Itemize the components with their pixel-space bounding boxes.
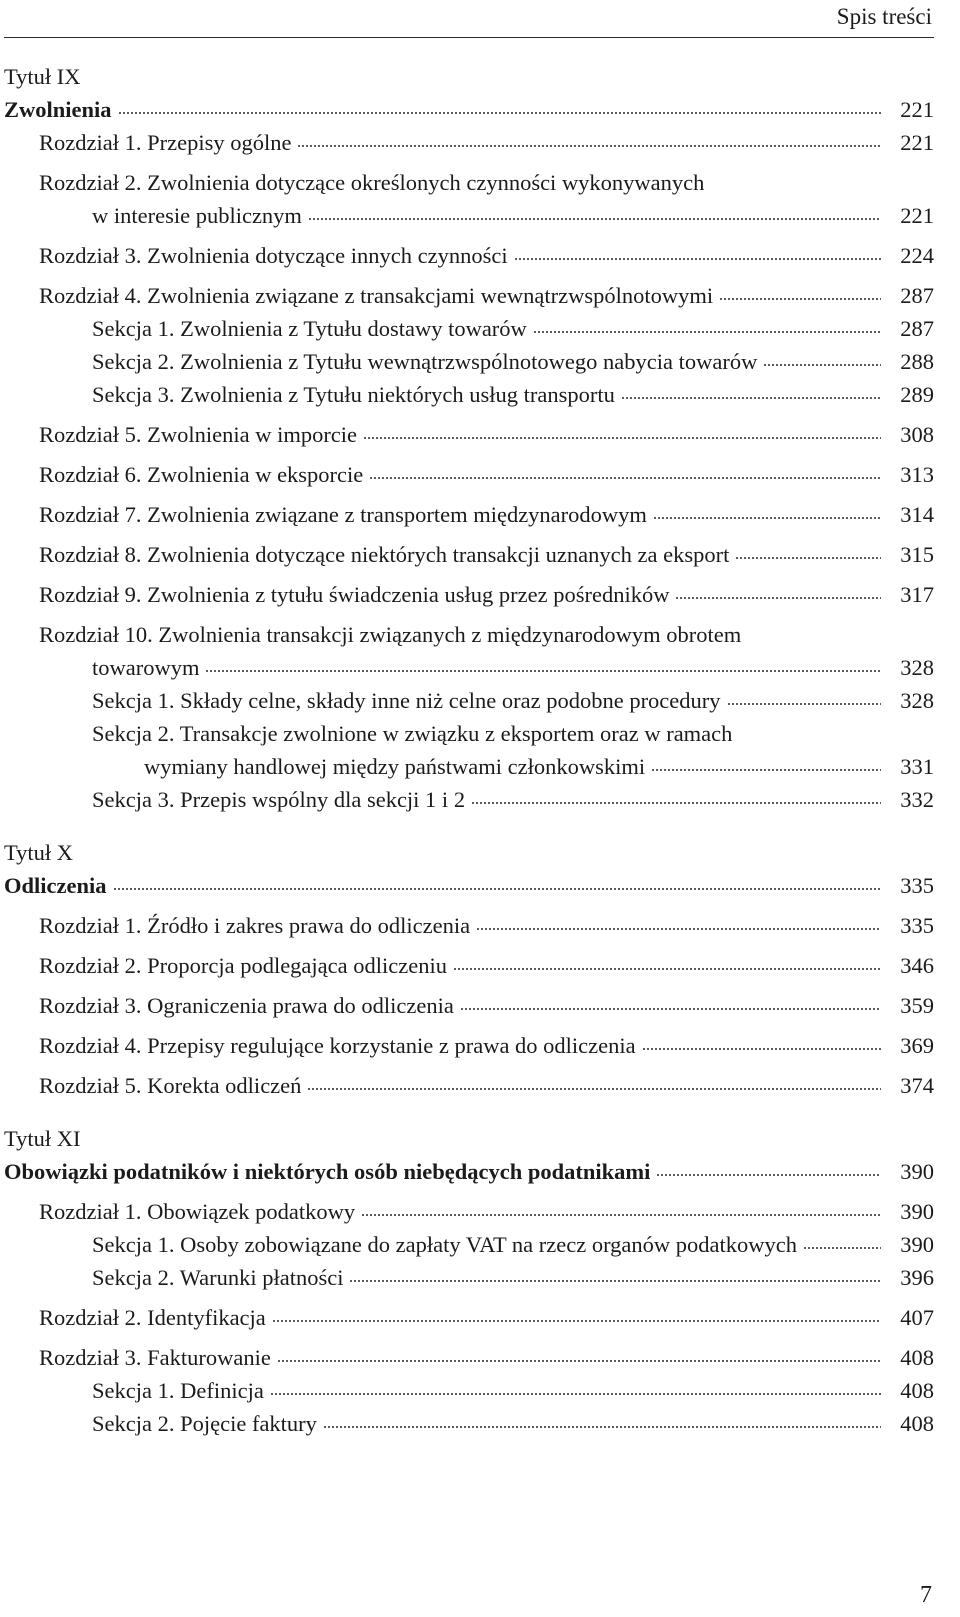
toc-entry <box>4 458 934 491</box>
dot-leader <box>453 967 881 971</box>
entry-page-number: 289 <box>900 382 934 407</box>
entry-main <box>4 93 886 126</box>
entry-page-number: 221 <box>900 203 934 228</box>
toc-entry-line <box>4 618 934 651</box>
entry-page-number: 408 <box>900 1411 934 1436</box>
toc-entry <box>4 538 934 571</box>
entry-main <box>92 1407 886 1440</box>
dot-leader <box>349 1279 881 1283</box>
entry-main <box>39 949 886 982</box>
dot-leader <box>735 556 881 560</box>
dot-leader <box>476 927 881 931</box>
dot-leader <box>323 1425 881 1429</box>
entry-main <box>39 578 886 611</box>
dot-leader <box>270 1392 881 1396</box>
toc-entry <box>4 1195 934 1228</box>
toc-entry <box>4 1341 934 1374</box>
entry-main <box>39 126 886 159</box>
entry-page-number: 287 <box>900 316 934 341</box>
dot-leader <box>118 111 881 115</box>
entry-title: Sekcja 2. Transakcje zwolnione w związku z eksportem oraz w ramach <box>92 721 733 746</box>
toc-entry <box>4 126 934 159</box>
entry-title: Rozdział 4. Zwolnienia związane z transakcjami wewnątrzwspólnotowymi <box>39 283 714 308</box>
dot-leader <box>621 396 881 400</box>
entry-title: Rozdział 3. Zwolnienia dotyczące innych czynności <box>39 243 508 268</box>
toc-entry <box>4 909 934 942</box>
dot-leader <box>533 330 881 334</box>
entry-title: Odliczenia <box>4 873 107 898</box>
toc-entry <box>4 418 934 451</box>
entry-page-number: 408 <box>900 1378 934 1403</box>
toc-part <box>4 836 934 1102</box>
part-label: Tytuł X <box>4 840 74 865</box>
entry-title: Rozdział 9. Zwolnienia z tytułu świadczenia usług przez pośredników <box>39 582 670 607</box>
entry-main <box>39 418 886 451</box>
entry-main <box>92 378 886 411</box>
entry-page-number: 390 <box>900 1159 934 1184</box>
entry-title: Rozdział 7. Zwolnienia związane z transportem międzynarodowym <box>39 502 647 527</box>
entry-page-number: 346 <box>900 953 934 978</box>
entry-page-number: 287 <box>900 283 934 308</box>
toc-entry-line <box>4 166 934 199</box>
entry-main <box>92 684 886 717</box>
dot-leader <box>460 1007 881 1011</box>
toc-entry <box>4 199 934 232</box>
entry-title: Rozdział 2. Proporcja podlegająca odliczeniu <box>39 953 447 978</box>
toc-entry <box>4 989 934 1022</box>
toc-entry <box>4 651 934 684</box>
dot-leader <box>297 144 881 148</box>
dot-leader <box>656 1173 881 1177</box>
part-label: Tytuł XI <box>4 1126 81 1151</box>
entry-title: Rozdział 1. Obowiązek podatkowy <box>39 1199 356 1224</box>
entry-page-number: 331 <box>900 754 934 779</box>
entry-title: Sekcja 1. Definicja <box>92 1378 264 1403</box>
dot-leader <box>308 217 881 221</box>
dot-leader <box>369 476 881 480</box>
dot-leader <box>675 596 881 600</box>
toc-entry <box>4 869 934 902</box>
entry-main <box>39 239 886 272</box>
toc-entry <box>4 498 934 531</box>
dot-leader <box>642 1047 881 1051</box>
toc-entry <box>4 312 934 345</box>
entry-title: Sekcja 1. Składy celne, składy inne niż celne oraz podobne procedury <box>92 688 721 713</box>
dot-leader <box>651 768 881 772</box>
entry-main <box>39 989 886 1022</box>
dot-leader <box>272 1319 881 1323</box>
toc-entry <box>4 1407 934 1440</box>
entry-page-number: 328 <box>900 688 934 713</box>
toc-entry <box>4 684 934 717</box>
entry-title: Rozdział 1. Przepisy ogólne <box>39 130 292 155</box>
entry-title: Sekcja 3. Przepis wspólny dla sekcji 1 i 2 <box>92 787 466 812</box>
toc-entry <box>4 1155 934 1188</box>
dot-leader <box>471 801 881 805</box>
entry-main <box>92 1228 886 1261</box>
entry-page-number: 407 <box>900 1305 934 1330</box>
entry-page-number: 317 <box>900 582 934 607</box>
entry-main <box>92 345 886 378</box>
entry-page-number: 369 <box>900 1033 934 1058</box>
entry-title: Sekcja 2. Pojęcie faktury <box>92 1411 317 1436</box>
entry-page-number: 335 <box>900 873 934 898</box>
entry-title: Rozdział 6. Zwolnienia w eksporcie <box>39 462 364 487</box>
entry-main <box>39 279 886 312</box>
entry-title: Obowiązki podatników i niektórych osób niebędących podatnikami <box>4 1159 651 1184</box>
entry-main <box>92 783 886 816</box>
entry-main <box>144 750 886 783</box>
dot-leader <box>719 297 881 301</box>
entry-main <box>39 1029 886 1062</box>
entry-title: Sekcja 2. Warunki płatności <box>92 1265 344 1290</box>
header-divider <box>4 37 934 38</box>
entry-title: Rozdział 2. Identyfikacja <box>39 1305 266 1330</box>
dot-leader <box>361 1213 881 1217</box>
page-number: 7 <box>920 1582 932 1608</box>
toc-entry <box>4 783 934 816</box>
entry-main <box>39 458 886 491</box>
toc-entry <box>4 1228 934 1261</box>
toc-entry <box>4 93 934 126</box>
entry-main <box>92 1261 886 1294</box>
entry-page-number: 390 <box>900 1232 934 1257</box>
entry-page-number: 332 <box>900 787 934 812</box>
entry-title: towarowym <box>92 655 200 680</box>
entry-title: Rozdział 5. Korekta odliczeń <box>39 1073 302 1098</box>
entry-page-number: 288 <box>900 349 934 374</box>
entry-main <box>39 1341 886 1374</box>
toc-entry <box>4 378 934 411</box>
toc-part <box>4 1122 934 1440</box>
toc-entry <box>4 1261 934 1294</box>
entry-page-number: 308 <box>900 422 934 447</box>
entry-title: wymiany handlowej między państwami członkowskimi <box>144 754 646 779</box>
entry-main <box>4 869 886 902</box>
toc-entry <box>4 1069 934 1102</box>
toc-entry <box>4 1374 934 1407</box>
toc-entry <box>4 949 934 982</box>
entry-main <box>39 1301 886 1334</box>
entry-page-number: 315 <box>900 542 934 567</box>
dot-leader <box>205 669 881 673</box>
toc-entry <box>4 1301 934 1334</box>
toc-entry-line <box>4 717 934 750</box>
toc-entry <box>4 279 934 312</box>
entry-title: Rozdział 5. Zwolnienia w imporcie <box>39 422 358 447</box>
entry-title: w interesie publicznym <box>92 203 302 228</box>
entry-main <box>39 1069 886 1102</box>
dot-leader <box>803 1246 881 1250</box>
dot-leader <box>363 436 881 440</box>
entry-main <box>4 1155 886 1188</box>
dot-leader <box>113 887 882 891</box>
entry-page-number: 313 <box>900 462 934 487</box>
toc-entry <box>4 1029 934 1062</box>
entry-title: Rozdział 8. Zwolnienia dotyczące niektórych transakcji uznanych za eksport <box>39 542 730 567</box>
dot-leader <box>514 257 881 261</box>
toc-entry <box>4 239 934 272</box>
dot-leader <box>307 1087 881 1091</box>
toc-entry <box>4 750 934 783</box>
entry-main <box>39 498 886 531</box>
entry-page-number: 224 <box>900 243 934 268</box>
entry-page-number: 221 <box>900 130 934 155</box>
entry-page-number: 221 <box>900 97 934 122</box>
entry-title: Zwolnienia <box>4 97 112 122</box>
entry-main <box>39 538 886 571</box>
entry-page-number: 335 <box>900 913 934 938</box>
entry-page-number: 328 <box>900 655 934 680</box>
entry-page-number: 408 <box>900 1345 934 1370</box>
entry-title: Sekcja 3. Zwolnienia z Tytułu niektórych usług transportu <box>92 382 615 407</box>
table-of-contents <box>4 60 934 1440</box>
entry-page-number: 314 <box>900 502 934 527</box>
dot-leader <box>727 702 881 706</box>
dot-leader <box>277 1359 881 1363</box>
entry-page-number: 390 <box>900 1199 934 1224</box>
entry-main <box>92 651 886 684</box>
entry-title: Rozdział 4. Przepisy regulujące korzystanie z prawa do odliczenia <box>39 1033 636 1058</box>
entry-main <box>39 909 886 942</box>
dot-leader <box>763 363 881 367</box>
entry-title: Rozdział 3. Fakturowanie <box>39 1345 271 1370</box>
entry-main <box>92 199 886 232</box>
entry-page-number: 396 <box>900 1265 934 1290</box>
entry-main <box>92 312 886 345</box>
part-label: Tytuł IX <box>4 64 81 89</box>
toc-part <box>4 60 934 816</box>
entry-main <box>92 1374 886 1407</box>
toc-entry <box>4 345 934 378</box>
dot-leader <box>653 516 881 520</box>
running-header: Spis treści <box>836 4 932 29</box>
entry-page-number: 374 <box>900 1073 934 1098</box>
entry-title: Sekcja 2. Zwolnienia z Tytułu wewnątrzwspólnotowego nabycia towarów <box>92 349 758 374</box>
entry-title: Sekcja 1. Zwolnienia z Tytułu dostawy towarów <box>92 316 527 341</box>
toc-entry <box>4 578 934 611</box>
entry-main <box>39 1195 886 1228</box>
entry-title: Rozdział 10. Zwolnienia transakcji związanych z międzynarodowym obrotem <box>39 622 742 647</box>
entry-title: Rozdział 2. Zwolnienia dotyczące określonych czynności wykonywanych <box>39 170 705 195</box>
entry-page-number: 359 <box>900 993 934 1018</box>
entry-title: Rozdział 3. Ograniczenia prawa do odliczenia <box>39 993 454 1018</box>
entry-title: Rozdział 1. Źródło i zakres prawa do odliczenia <box>39 913 471 938</box>
entry-title: Sekcja 1. Osoby zobowiązane do zapłaty VAT na rzecz organów podatkowych <box>92 1232 798 1257</box>
